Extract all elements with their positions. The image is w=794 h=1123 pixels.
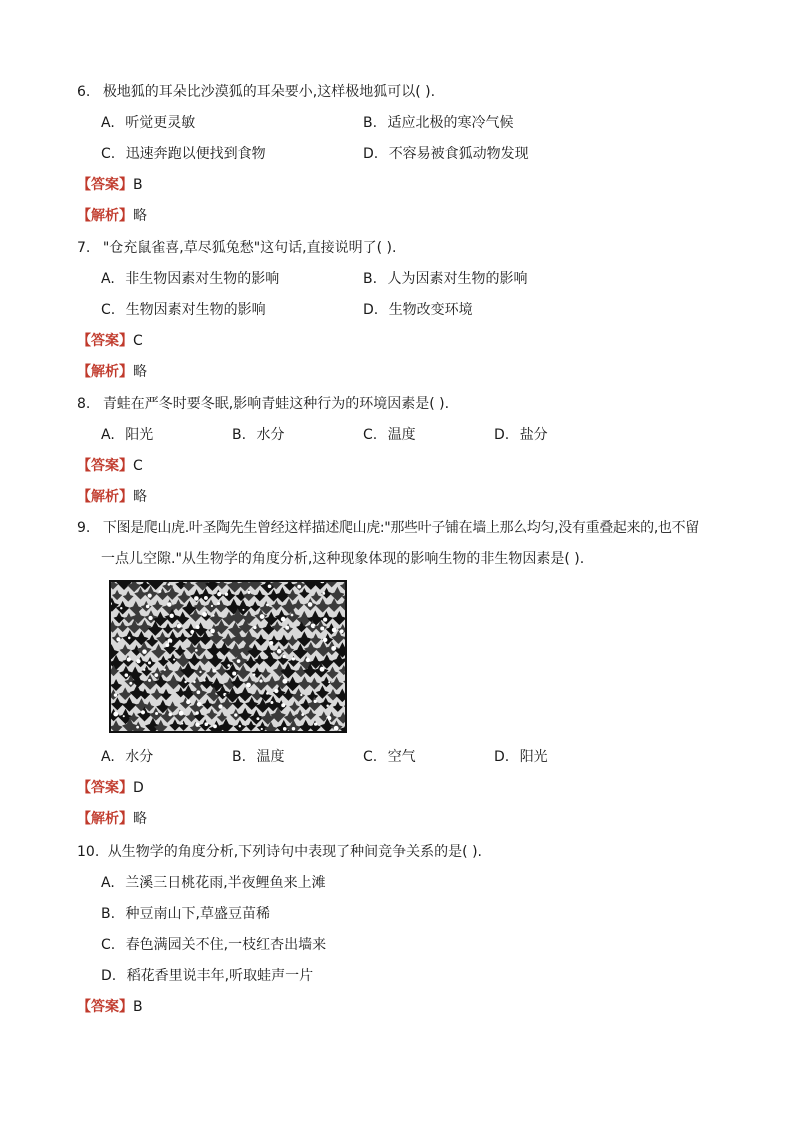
- ivy-highlight: [193, 681, 195, 683]
- analysis-line: [77, 206, 147, 226]
- option-letter: A.: [101, 749, 115, 765]
- analysis-tag: 【解析】: [77, 364, 133, 380]
- option-text: 盐分: [519, 427, 548, 443]
- ivy-highlight: [227, 664, 230, 667]
- analysis-tag: 【解析】: [77, 811, 133, 827]
- answer-tag: 【答案】: [77, 780, 133, 796]
- ivy-highlight: [320, 667, 325, 672]
- ivy-highlight: [141, 710, 145, 714]
- analysis-tag: 【解析】: [77, 208, 133, 224]
- ivy-highlight: [246, 683, 251, 688]
- question-number: 6.: [77, 84, 91, 100]
- analysis-value: 略: [133, 364, 147, 380]
- ivy-highlight: [323, 638, 327, 642]
- ivy-highlight: [311, 623, 316, 628]
- ivy-highlight: [322, 592, 325, 595]
- option-text: 水分: [125, 749, 154, 765]
- answer-value: B: [133, 999, 143, 1015]
- option-letter: B.: [101, 906, 116, 922]
- question-text: 下图是爬山虎.叶圣陶先生曾经这样描述爬山虎:"那些叶子铺在墙上那么均匀,没有重叠起来的,也不留: [102, 520, 699, 536]
- question-6-stem: [77, 82, 435, 102]
- option-a: [101, 425, 153, 445]
- ivy-highlight: [194, 596, 199, 601]
- ivy-highlight: [232, 672, 236, 676]
- ivy-highlight: [203, 679, 205, 681]
- question-number: 9.: [77, 520, 91, 536]
- question-text: 一点儿空隙."从生物学的角度分析,这种现象体现的影响生物的非生物因素是( ).: [101, 551, 585, 567]
- question-10-stem: [77, 842, 482, 862]
- ivy-highlight: [237, 659, 241, 663]
- ivy-highlight: [314, 722, 317, 725]
- ivy-highlight: [328, 681, 330, 683]
- option-b: [232, 747, 285, 767]
- ivy-highlight: [334, 726, 339, 731]
- ivy-highlight: [211, 605, 213, 607]
- ivy-highlight: [261, 728, 263, 730]
- option-text: 兰溪三日桃花雨,半夜鲤鱼来上滩: [125, 875, 326, 891]
- analysis-line: [77, 809, 147, 829]
- question-text: 青蛙在严冬时要冬眠,影响青蛙这种行为的环境因素是( ).: [102, 396, 450, 412]
- ivy-highlight: [260, 614, 265, 619]
- ivy-highlight: [270, 701, 273, 704]
- answer-line: [77, 778, 144, 798]
- ivy-highlight: [186, 700, 190, 704]
- question-7-stem: [77, 238, 396, 258]
- option-letter: A.: [101, 271, 115, 287]
- ivy-highlight: [128, 637, 131, 640]
- answer-line: [77, 175, 143, 195]
- option-a: [101, 747, 153, 767]
- option-a: [101, 113, 195, 133]
- option-text: 春色满园关不住,一枝红杏出墙来: [125, 937, 327, 953]
- ivy-highlight: [239, 725, 241, 727]
- ivy-highlight: [167, 602, 172, 607]
- analysis-tag: 【解析】: [77, 489, 133, 505]
- answer-line: [77, 456, 143, 476]
- option-letter: D.: [494, 749, 510, 765]
- option-text: 不容易被食狐动物发现: [388, 146, 529, 162]
- ivy-highlight: [292, 727, 295, 730]
- ivy-highlight: [277, 649, 282, 654]
- option-text: 适应北极的寒冷气候: [387, 115, 514, 131]
- ivy-highlight: [195, 723, 199, 727]
- ivy-highlight: [259, 679, 262, 682]
- option-text: 水分: [256, 427, 285, 443]
- option-letter: B.: [232, 749, 247, 765]
- option-c: [101, 935, 326, 955]
- ivy-highlight: [143, 669, 145, 671]
- ivy-highlight: [332, 628, 337, 633]
- ivy-highlight: [113, 712, 118, 717]
- option-letter: B.: [363, 271, 378, 287]
- ivy-highlight: [234, 713, 237, 716]
- option-d: [363, 300, 473, 320]
- ivy-highlight: [204, 596, 208, 600]
- ivy-highlight: [199, 671, 201, 673]
- ivy-highlight: [225, 593, 228, 596]
- ivy-highlight: [253, 673, 256, 676]
- ivy-highlight: [184, 681, 186, 683]
- ivy-highlight: [195, 711, 198, 714]
- option-d: [363, 144, 529, 164]
- ivy-highlight: [285, 626, 289, 630]
- option-letter: D.: [101, 968, 117, 984]
- question-number: 8.: [77, 396, 91, 412]
- ivy-highlight: [170, 614, 174, 618]
- ivy-highlight: [306, 658, 310, 662]
- analysis-line: [77, 362, 147, 382]
- ivy-highlight: [212, 669, 216, 673]
- question-number: 10.: [77, 844, 100, 860]
- option-text: 稻花香里说丰年,听取蛙声一片: [126, 968, 314, 984]
- option-text: 生物改变环境: [388, 302, 473, 318]
- ivy-highlight: [242, 609, 244, 611]
- option-letter: B.: [363, 115, 378, 131]
- ivy-highlight: [148, 616, 152, 620]
- ivy-highlight: [282, 655, 285, 658]
- ivy-highlight: [136, 659, 140, 663]
- option-letter: C.: [101, 302, 116, 318]
- option-b: [363, 269, 528, 289]
- ivy-highlight: [210, 629, 215, 634]
- ivy-highlight: [129, 682, 132, 685]
- option-text: 人为因素对生物的影响: [387, 271, 528, 287]
- option-b: [232, 425, 285, 445]
- option-text: 种豆南山下,草盛豆苗稀: [125, 906, 270, 922]
- answer-value: D: [133, 780, 144, 796]
- ivy-highlight: [154, 673, 158, 677]
- option-letter: D.: [363, 302, 379, 318]
- ivy-highlight: [217, 602, 220, 605]
- ivy-highlight: [159, 590, 162, 593]
- option-text: 空气: [387, 749, 416, 765]
- option-text: 迅速奔跑以便找到食物: [125, 146, 266, 162]
- option-letter: C.: [363, 427, 378, 443]
- ivy-highlight: [269, 641, 273, 645]
- ivy-highlight: [326, 705, 328, 707]
- option-letter: A.: [101, 875, 115, 891]
- option-text: 温度: [387, 427, 416, 443]
- analysis-value: 略: [133, 811, 147, 827]
- question-number: 7.: [77, 240, 91, 256]
- ivy-highlight: [195, 649, 198, 652]
- ivy-highlight: [268, 584, 272, 588]
- option-c: [101, 300, 266, 320]
- ivy-highlight: [202, 612, 207, 617]
- option-text: 温度: [256, 749, 285, 765]
- ivy-highlight: [197, 702, 202, 707]
- ivy-highlight: [256, 717, 259, 720]
- option-b: [101, 904, 270, 924]
- ivy-highlight: [253, 626, 256, 629]
- ivy-highlight: [297, 585, 301, 589]
- option-text: 阳光: [519, 749, 548, 765]
- option-letter: C.: [101, 937, 116, 953]
- ivy-highlight: [314, 700, 317, 703]
- option-d: [101, 966, 313, 986]
- ivy-highlight: [179, 711, 184, 716]
- ivy-highlight: [168, 713, 172, 717]
- option-c: [363, 747, 416, 767]
- ivy-highlight: [163, 668, 165, 670]
- option-letter: B.: [232, 427, 247, 443]
- option-letter: A.: [101, 115, 115, 131]
- analysis-value: 略: [133, 208, 147, 224]
- ivy-highlight: [146, 605, 150, 609]
- option-letter: D.: [363, 146, 379, 162]
- question-9-stem-continued: [101, 549, 584, 569]
- option-letter: C.: [101, 146, 116, 162]
- analysis-line: [77, 487, 147, 507]
- ivy-highlight: [123, 715, 125, 717]
- ivy-highlight: [127, 657, 131, 661]
- answer-tag: 【答案】: [77, 999, 133, 1015]
- answer-line: [77, 331, 143, 351]
- ivy-highlight: [340, 629, 344, 633]
- ivy-highlight: [204, 722, 208, 726]
- answer-line: [77, 997, 143, 1017]
- option-d: [494, 747, 548, 767]
- option-text: 生物因素对生物的影响: [125, 302, 266, 318]
- option-c: [101, 144, 266, 164]
- ivy-highlight: [281, 703, 285, 707]
- option-letter: D.: [494, 427, 510, 443]
- answer-tag: 【答案】: [77, 177, 133, 193]
- answer-value: B: [133, 177, 143, 193]
- ivy-leaves-illustration: [111, 582, 345, 731]
- ivy-highlight: [148, 594, 152, 598]
- ivy-highlight: [218, 704, 222, 708]
- question-8-stem: [77, 394, 449, 414]
- option-a: [101, 269, 279, 289]
- question-9-stem: [77, 518, 699, 538]
- ivy-highlight: [247, 591, 250, 594]
- ivy-highlight: [281, 617, 286, 622]
- ivy-highlight: [177, 624, 181, 628]
- ivy-highlight: [323, 618, 327, 622]
- ivy-highlight: [320, 626, 324, 630]
- ivy-highlight: [196, 625, 200, 629]
- question-text: 从生物学的角度分析,下列诗句中表现了种间竞争关系的是( ).: [107, 844, 482, 860]
- ivy-highlight: [292, 657, 295, 660]
- ivy-highlight: [173, 658, 175, 660]
- answer-tag: 【答案】: [77, 333, 133, 349]
- answer-value: C: [133, 333, 143, 349]
- option-d: [494, 425, 548, 445]
- question-text: "仓充鼠雀喜,草尽狐兔愁"这句话,直接说明了( ).: [102, 240, 397, 256]
- option-text: 非生物因素对生物的影响: [125, 271, 280, 287]
- ivy-highlight: [282, 679, 287, 684]
- option-letter: C.: [363, 749, 378, 765]
- ivy-highlight: [148, 661, 151, 664]
- ivy-highlight: [300, 694, 302, 696]
- option-c: [363, 425, 416, 445]
- answer-value: C: [133, 458, 143, 474]
- ivy-highlight: [166, 643, 170, 647]
- ivy-highlight: [116, 637, 120, 641]
- option-text: 阳光: [125, 427, 154, 443]
- question-text: 极地狐的耳朵比沙漠狐的耳朵要小,这样极地狐可以( ).: [102, 84, 436, 100]
- ivy-highlight: [142, 649, 147, 654]
- ivy-highlight: [125, 673, 129, 677]
- ivy-highlight: [266, 604, 269, 607]
- ivy-wall-image: [109, 580, 347, 733]
- analysis-value: 略: [133, 489, 147, 505]
- ivy-highlight: [291, 614, 294, 617]
- ivy-highlight: [217, 592, 221, 596]
- ivy-highlight: [213, 724, 217, 728]
- ivy-highlight: [168, 583, 171, 586]
- answer-tag: 【答案】: [77, 458, 133, 474]
- ivy-highlight: [266, 692, 269, 695]
- ivy-highlight: [181, 723, 183, 725]
- ivy-highlight: [148, 679, 151, 682]
- ivy-highlight: [120, 607, 122, 609]
- option-b: [363, 113, 514, 133]
- ivy-highlight: [301, 713, 304, 716]
- ivy-highlight: [213, 615, 215, 617]
- option-letter: A.: [101, 427, 115, 443]
- ivy-highlight: [136, 726, 139, 729]
- ivy-highlight: [114, 693, 117, 696]
- ivy-highlight: [196, 690, 200, 694]
- option-text: 听觉更灵敏: [125, 115, 196, 131]
- ivy-highlight: [308, 602, 313, 607]
- ivy-highlight: [155, 712, 158, 715]
- option-a: [101, 873, 326, 893]
- ivy-highlight: [274, 689, 278, 693]
